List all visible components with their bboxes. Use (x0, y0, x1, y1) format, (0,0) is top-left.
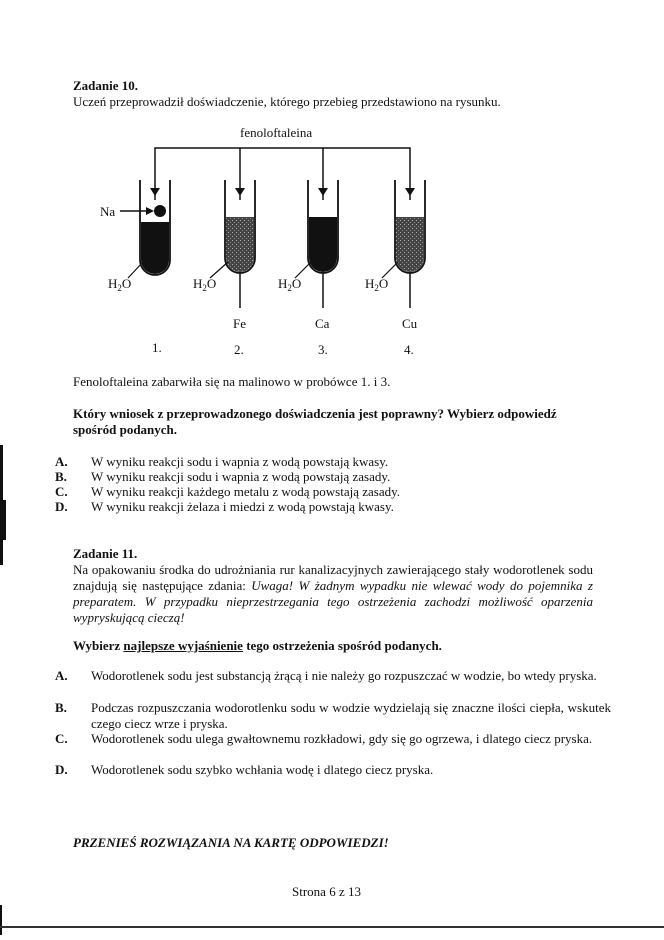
sodium-label: Na (100, 204, 116, 219)
task11-option-c[interactable]: C. Wodorotlenek sodu ulega gwałtownemu rozkładowi, gdy się go ogrzewa, i dlatego ciecz pryska. (55, 731, 593, 746)
test-tube-1 (120, 180, 170, 275)
task10-intro: Uczeń przeprowadził doświadczenie, którego przebieg przedstawiono na rysunku. (73, 94, 501, 109)
task11-option-b[interactable]: B. Podczas rozpuszczania wodorotlenku sodu w wodzie wydzielają się znaczne ilości ciepła, wskutek czego ciecz wrze i pryska. (55, 700, 611, 731)
task10-question: Który wniosek z przeprowadzonego doświadczenia jest poprawny? Wybierz odpowiedź spośród podanych. (73, 406, 557, 437)
task11-question: Wybierz najlepsze wyjaśnienie tego ostrzeżenia spośród podanych. (73, 638, 442, 653)
water-label-3: $H_2O$ (278, 276, 302, 293)
task10-option-a[interactable]: A. W wyniku reakcji sodu i wapnia z wodą powstają kwasy. (55, 454, 389, 469)
scan-mark (0, 905, 2, 935)
experiment-diagram (0, 0, 664, 380)
task11-heading: Zadanie 11. (73, 546, 138, 561)
metal-label-fe: Fe (233, 316, 246, 331)
task10-option-d[interactable]: D. W wyniku reakcji żelaza i miedzi z wodą powstają kwasy. (55, 499, 394, 514)
bottom-rule (0, 926, 664, 928)
tube-number-2: 2. (234, 342, 244, 357)
task11-option-a[interactable]: A. Wodorotlenek sodu jest substancją żrącą i nie należy go rozpuszczać w wodzie, bo wtedy pryska. (55, 668, 597, 683)
scan-mark (0, 500, 6, 540)
observation-text: Fenoloftaleina zabarwiła się na malinowo w probówce 1. i 3. (73, 374, 391, 389)
reagent-label: fenoloftaleina (240, 125, 313, 140)
tube-number-4: 4. (404, 342, 414, 357)
tube-number-1: 1. (152, 340, 162, 355)
water-label-1: $H_2O$ (108, 276, 132, 293)
page-number: Strona 6 z 13 (292, 884, 361, 899)
task11-intro: Na opakowaniu środka do udrożniania rur kanalizacyjnych zawierającego stały wodorotlenek sodu znajdują się następujące zdania: Uwaga! W żadnym wypadku nie wlewać wody do pojemnika z preparatem. W przypadku nieprzestrzegania tego ostrzeżenia zachodzi możliwość oparzenia wypryskującą cieczą! (73, 562, 593, 625)
water-label-2: $H_2O$ (193, 276, 217, 293)
task10-option-b[interactable]: B. W wyniku reakcji sodu i wapnia z wodą powstają zasady. (55, 469, 391, 484)
task10-option-c[interactable]: C. W wyniku reakcji każdego metalu z wodą powstają zasady. (55, 484, 400, 499)
metal-label-cu: Cu (402, 316, 418, 331)
task11-option-d[interactable]: D. Wodorotlenek sodu szybko wchłania wodę i dlatego ciecz pryska. (55, 762, 434, 777)
tube-number-3: 3. (318, 342, 328, 357)
task10-heading: Zadanie 10. (73, 78, 139, 93)
transfer-notice: PRZENIEŚ ROZWIĄZANIA NA KARTĘ ODPOWIEDZI! (73, 835, 389, 850)
water-label-4: $H_2O$ (365, 276, 389, 293)
metal-label-ca: Ca (315, 316, 330, 331)
